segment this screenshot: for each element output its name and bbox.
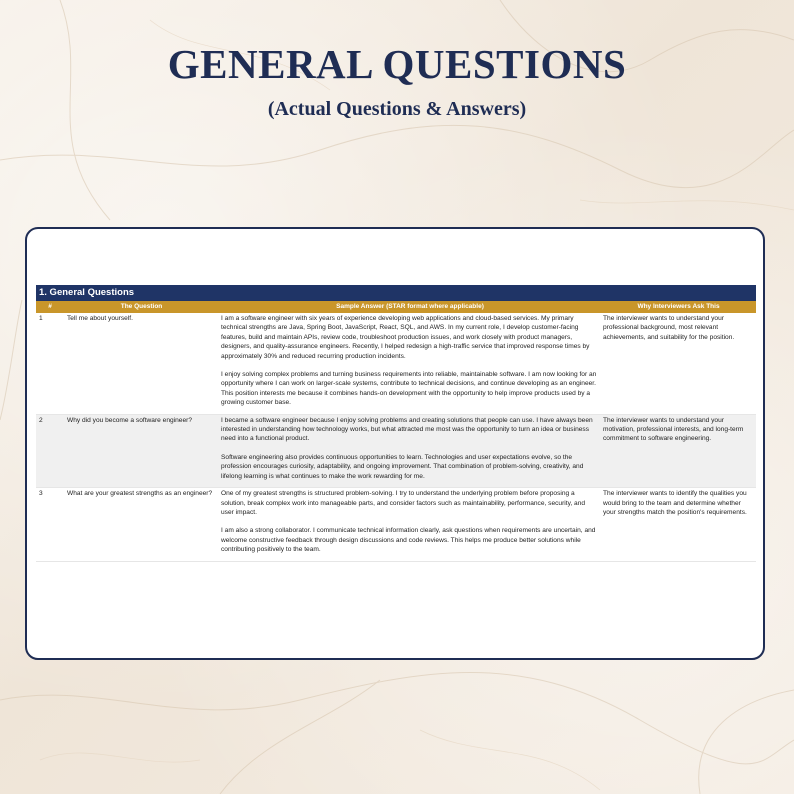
table-header-row xyxy=(36,301,756,313)
row-why: The interviewer wants to understand your professional background, most relevant achievements, and suitability for the position. xyxy=(603,315,735,341)
answer-paragraph: I enjoy solving complex problems and turning business requirements into reliable, maintainable software. I am now looking for an opportunity where I can work on larger-scale systems, contribute to technical decisions, and continue developing as an engineer. This position interests me because it combines hands-on development with the opportunity to help improve products used by a growing customer base. xyxy=(221,371,597,407)
header-question: The Question xyxy=(120,303,163,310)
row-number: 1 xyxy=(39,315,43,322)
table-row xyxy=(36,488,756,561)
header-why: Why Interviewers Ask This xyxy=(637,303,720,310)
row-number: 3 xyxy=(39,490,43,498)
page-title: GENERAL QUESTIONS xyxy=(167,41,627,87)
section-header: 1. General Questions xyxy=(36,285,756,301)
row-answer xyxy=(219,488,601,560)
row-answer xyxy=(219,415,601,487)
answer-paragraph: Software engineering also provides continuous opportunities to learn. Technologies and user expectations evolve, so the profession encourages curiosity, adaptability, and ongoing improvement. That combination of problem-solving, creativity, and lifelong learning is what continues to make the work rewarding for me. xyxy=(221,453,584,480)
row-question: What are your greatest strengths as an engineer? xyxy=(67,490,213,498)
answer-paragraph: I am a software engineer with six years of experience developing web applications and cloud-based services. My primary technical strengths are Java, Spring Boot, JavaScript, React, SQL, and AWS. In my current role, I develop customer-facing features, build and maintain APIs, review code, troubleshoot production issues, and work closely with product managers, designers, and quality-assurance engineers. Recently, I helped redesign a high-traffic service that improved response times by approximately 30% and reduced recurring production incidents. xyxy=(221,315,590,360)
answer-paragraph: I became a software engineer because I enjoy solving problems and creating solutions that people can use. I have always been interested in understanding how technology works, but what attracted me most was the opportunity to turn an idea or business need into a functional product. xyxy=(221,416,593,443)
table-row xyxy=(36,313,756,415)
row-question: Why did you become a software engineer? xyxy=(67,416,192,424)
header-number: # xyxy=(48,303,52,310)
row-question: Tell me about yourself. xyxy=(67,315,133,322)
row-why: The interviewer wants to identify the qualities you would bring to the team and determine whether your strengths match the position's requirements. xyxy=(603,490,747,516)
answer-paragraph: One of my greatest strengths is structured problem-solving. I try to understand the underlying problem before proposing a solution, break complex work into manageable parts, and consider factors such as maintainability, performance, security, and user impact. xyxy=(221,490,586,516)
table-row xyxy=(36,415,756,488)
header-answer: Sample Answer (STAR format where applicable) xyxy=(336,303,484,310)
questions-table xyxy=(36,285,756,562)
row-answer xyxy=(219,313,601,414)
row-number: 2 xyxy=(39,416,43,424)
answer-paragraph: I am also a strong collaborator. I communicate technical information clearly, ask questions when requirements are uncertain, and welcome constructive feedback through design discussions and code reviews. This helps me produce better solutions while contributing positively to the team. xyxy=(221,527,596,554)
row-why: The interviewer wants to understand your motivation, professional interests, and long-term commitment to software engineering. xyxy=(603,416,744,443)
page-subtitle: (Actual Questions & Answers) xyxy=(267,98,527,120)
